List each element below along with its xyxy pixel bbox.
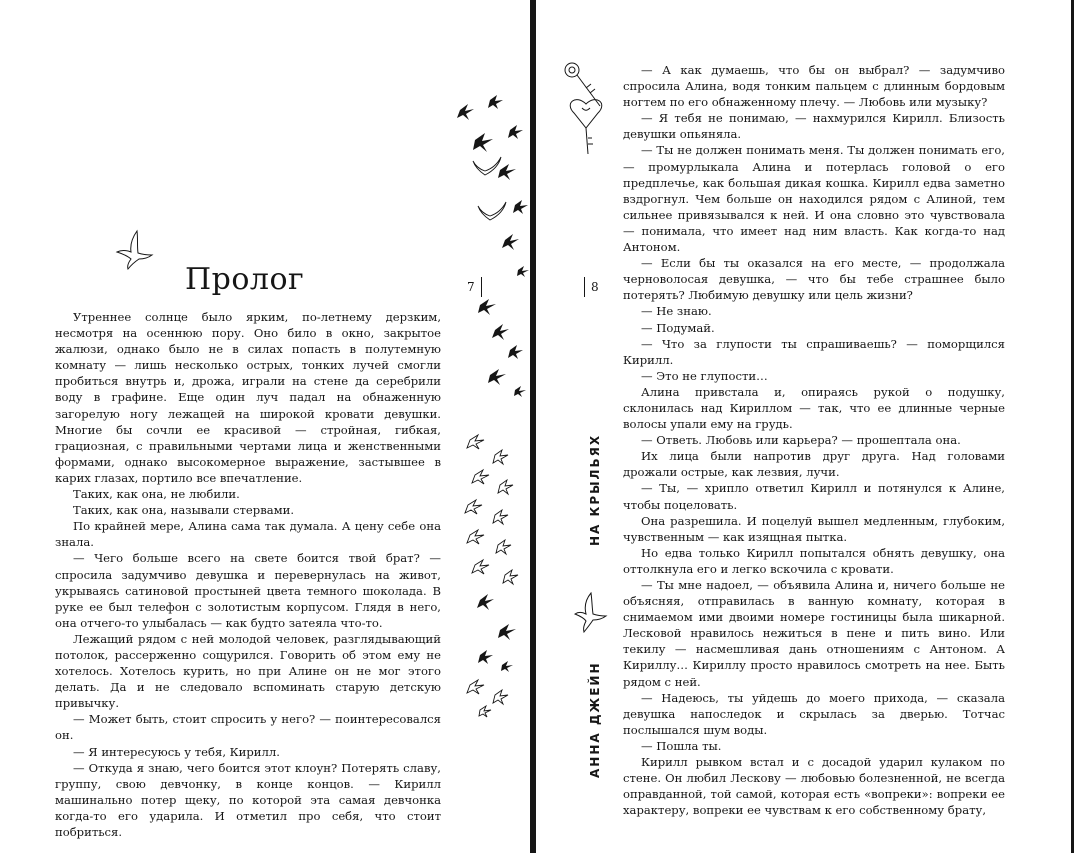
bird-icon [574, 590, 608, 634]
heart-key-ornament-icon [560, 58, 616, 158]
paragraph: Лежащий рядом с ней молодой человек, разглядывающий потолок, рассерженно сощурился. Говорить об этом ему не хотелось. Хотелось курить, но при Алине он не мог этого делать. Да и не следовало вспоминать старую детскую привычку. [55, 631, 441, 711]
paragraph: — Чего больше всего на свете боится твой брат? — спросила задумчиво девушка и перевернулась на живот, укрываясь сатиновой простыней цвета темного шоколада. В руке ее был телефон с золотистым корпусом. Глядя в него, она отчего-то улыбалась — как будто затеяла что-то. [55, 551, 441, 630]
paragraph: — Я интересуюсь у тебя, Кирилл. [73, 744, 280, 759]
paragraph: — Не знаю. [641, 304, 712, 319]
paragraph: — Откуда я знаю, чего боится этот клоун? Потерять славу, группу, свою девчонку, в конце концов. — Кирилл машинально потер щеку, по которой эта самая девчонка когда-то его ударила. И отметил про себя, что стоит побриться. [55, 760, 441, 839]
paragraph: — Ты мне надоел, — объявила Алина и, ничего больше не объясняя, отправилась в ванную комнату, которая в снимаемом ими двоими номере гостиницы была шикарной. Лесковой нравилось нежиться в пене и пить вино. Или текилу — насмешливая дань отношениям с Антоном. А Кириллу… Кириллу просто нравилось смотреть на нее. Быть рядом с ней. [623, 578, 1005, 689]
running-title: НА КРЫЛЬЯХ [588, 433, 602, 546]
left-page [0, 0, 530, 853]
birds-flock-icon [440, 90, 530, 730]
paragraph: Но едва только Кирилл попытался обнять девушку, она оттолкнула его и легко вскочила с кровати. [623, 545, 1005, 576]
paragraph: Утреннее солнце было ярким, по-летнему дерзким, несмотря на осеннюю пору. Оно било в окно, закрытое жалюзи, однако было не в силах попасть в полутемную комнату — лишь несколько острых, тонких лучей смогли пробиться внутрь и, дрожа, играли на стене да серебрили воду в графине. Еще один луч падал на обнаженную загорелую ногу лежащей на широкой кровати девушки. Многие бы сочли ее красивой — стройная, гибкая, грациозная, с правильными чертами лица и женственными формами, однако высокомерное выражение, застывшее в карих глазах, портило все впечатление. [55, 310, 441, 485]
paragraph: — Я тебя не понимаю, — нахмурился Кирилл. Близость девушки опьяняла. [623, 111, 1005, 142]
page-number-left: 7 [467, 280, 475, 294]
folio-rule [584, 277, 585, 297]
paragraph: Их лица были напротив друг друга. Над головами дрожали острые, как лезвия, лучи. [623, 449, 1005, 480]
paragraph: — А как думаешь, что бы он выбрал? — задумчиво спросила Алина, водя тонким пальцем с длинным бордовым ногтем по его обнаженному плечу. — Любовь или музыку? [623, 63, 1005, 110]
left-page-body [55, 309, 441, 840]
paragraph: По крайней мере, Алина сама так думала. А цену себе она знала. [55, 519, 441, 550]
paragraph: — Ты не должен понимать меня. Ты должен понимать его, — промурлыкала Алина и потерлась головой о его предплечье, как большая дикая кошка. Кирилл едва заметно вздрогнул. Чем больше он находился рядом с Алиной, тем сильнее привязывался к ней. И она словно это чувствовала — понимала, что имеет над ним власть. Как когда-то над Антоном. [623, 143, 1005, 255]
paragraph: Таких, как она, называли стервами. [73, 503, 295, 518]
paragraph: Она разрешила. И поцелуй вышел медленным, глубоким, чувственным — как изящная пытка. [623, 513, 1005, 544]
running-author: АННА ДЖЕЙН [588, 661, 602, 778]
paragraph: Таких, как она, не любили. [73, 487, 240, 502]
paragraph: — Подумай. [641, 320, 715, 335]
paragraph: Кирилл рывком встал и с досадой ударил кулаком по стене. Он любил Лескову — любовью болезненной, не всегда оправданной, той самой, которая есть «вопреки»: вопреки ее характеру, вопреки ее чувствам к его собственному брату, [623, 755, 1005, 818]
paragraph: — Пошла ты. [641, 738, 722, 753]
right-page [536, 0, 1074, 853]
bird-icon [115, 228, 155, 270]
paragraph: — Что за глупости ты спрашиваешь? — поморщился Кирилл. [623, 336, 1005, 367]
paragraph: Алина привстала и, опираясь рукой о подушку, склонилась над Кириллом — так, что ее длинные черные волосы упали ему на грудь. [623, 384, 1005, 432]
paragraph: — Надеюсь, ты уйдешь до моего прихода, — сказала девушка напоследок и скрылась за дверью. Тотчас послышался шум воды. [623, 690, 1005, 737]
paragraph: — Если бы ты оказался на его месте, — продолжала черноволосая девушка, — что бы тебе страшнее было потерять? Любимую девушку или цель жизни? [623, 256, 1005, 303]
chapter-title: Пролог [185, 262, 305, 297]
right-page-body [623, 62, 1005, 818]
paragraph: — Ответь. Любовь или карьера? — прошептала она. [641, 433, 961, 448]
paragraph: — Это не глупости… [641, 368, 768, 383]
page-number-right: 8 [591, 280, 599, 294]
paragraph: — Ты, — хрипло ответил Кирилл и потянулся к Алине, чтобы поцеловать. [623, 481, 1005, 512]
paragraph: — Может быть, стоит спросить у него? — поинтересовался он. [55, 712, 441, 743]
